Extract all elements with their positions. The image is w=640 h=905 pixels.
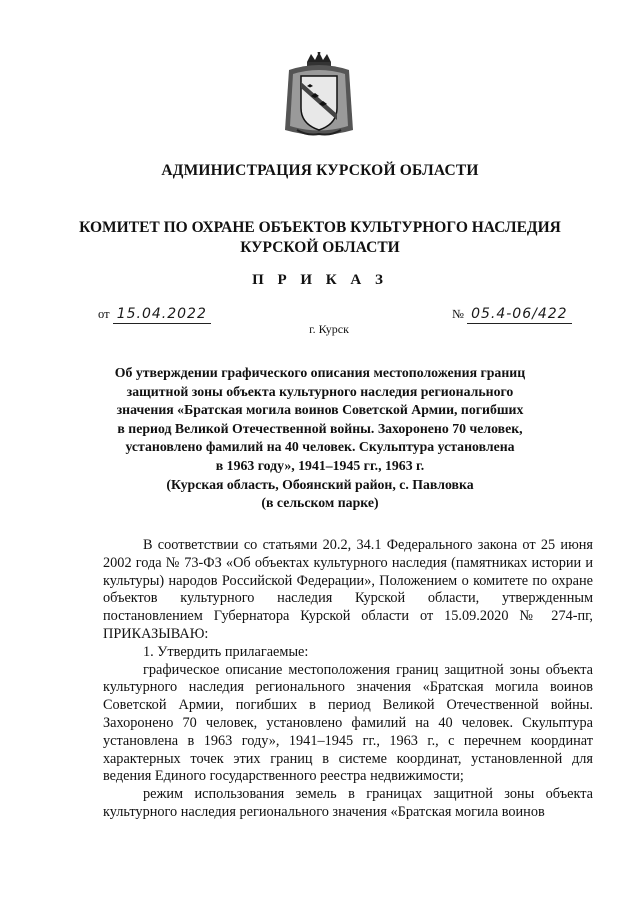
subject-line: в период Великой Отечественной войны. Захоронено 70 человек, (117, 420, 523, 436)
committee-title-line2: КУРСКОЙ ОБЛАСТИ (240, 239, 400, 256)
subject-line: установлено фамилий на 40 человек. Скульптура установлена (125, 439, 515, 455)
order-subject (108, 364, 532, 513)
committee-title-line1: КОМИТЕТ ПО ОХРАНЕ ОБЪЕКТОВ КУЛЬТУРНОГО НАСЛЕДИЯ (79, 219, 561, 236)
subject-line: защитной зоны объекта культурного наследия регионального (126, 383, 514, 399)
subject-line: (Курская область, Обоянский район, с. Павловка (166, 476, 474, 492)
subject-line: в 1963 году», 1941–1945 гг., 1963 г. (215, 457, 425, 473)
document-type-heading: П Р И К А З (252, 272, 388, 288)
number-value: 05.4-06/422 (467, 306, 571, 324)
committee-title (60, 218, 580, 258)
order-body (103, 537, 593, 822)
date-value: 15.04.2022 (113, 306, 211, 324)
subject-line: значения «Братская могила воинов Советской Армии, погибших (116, 402, 524, 418)
subject-line: Об утверждении графического описания местоположения границ (114, 365, 526, 380)
city-label: г. Курск (309, 322, 349, 336)
date-prefix: от (98, 307, 110, 321)
number-prefix: № (452, 307, 464, 321)
body-paragraph: графическое описание местоположения границ защитной зоны объекта культурного наследия регионального значения «Братская могила воинов Советской Армии, погибших в период Великой Отечественной войны. Захоронено 70 человек, установлено фамилий на 40 человек. Скульптура установлена в 1963 году», 1941–1945 гг., 1963 г., с перечнем координат характерных точек этих границ в системе координат, установленной для ведения Единого государственного реестра недвижимости; (103, 661, 593, 785)
coat-of-arms-icon (283, 52, 355, 140)
body-paragraph: 1. Утвердить прилагаемые: (143, 643, 309, 660)
body-paragraph: В соответствии со статьями 20.2, 34.1 Федерального закона от 25 июня 2002 года № 73-ФЗ «Об объектах культурного наследия (памятниках истории и культуры) народов Российской Федерации», Положением о комитете по охране объектов культурного наследия Курской области, утвержденным постановлением Губернатора Курской области от 15.09.2020 № 274-пг, ПРИКАЗЫВАЮ: (103, 537, 593, 642)
administration-title: АДМИНИСТРАЦИЯ КУРСКОЙ ОБЛАСТИ (161, 162, 479, 179)
body-paragraph: режим использования земель в границах защитной зоны объекта культурного наследия регионального значения «Братская могила воинов (103, 786, 593, 820)
subject-line: (в сельском парке) (261, 495, 379, 511)
